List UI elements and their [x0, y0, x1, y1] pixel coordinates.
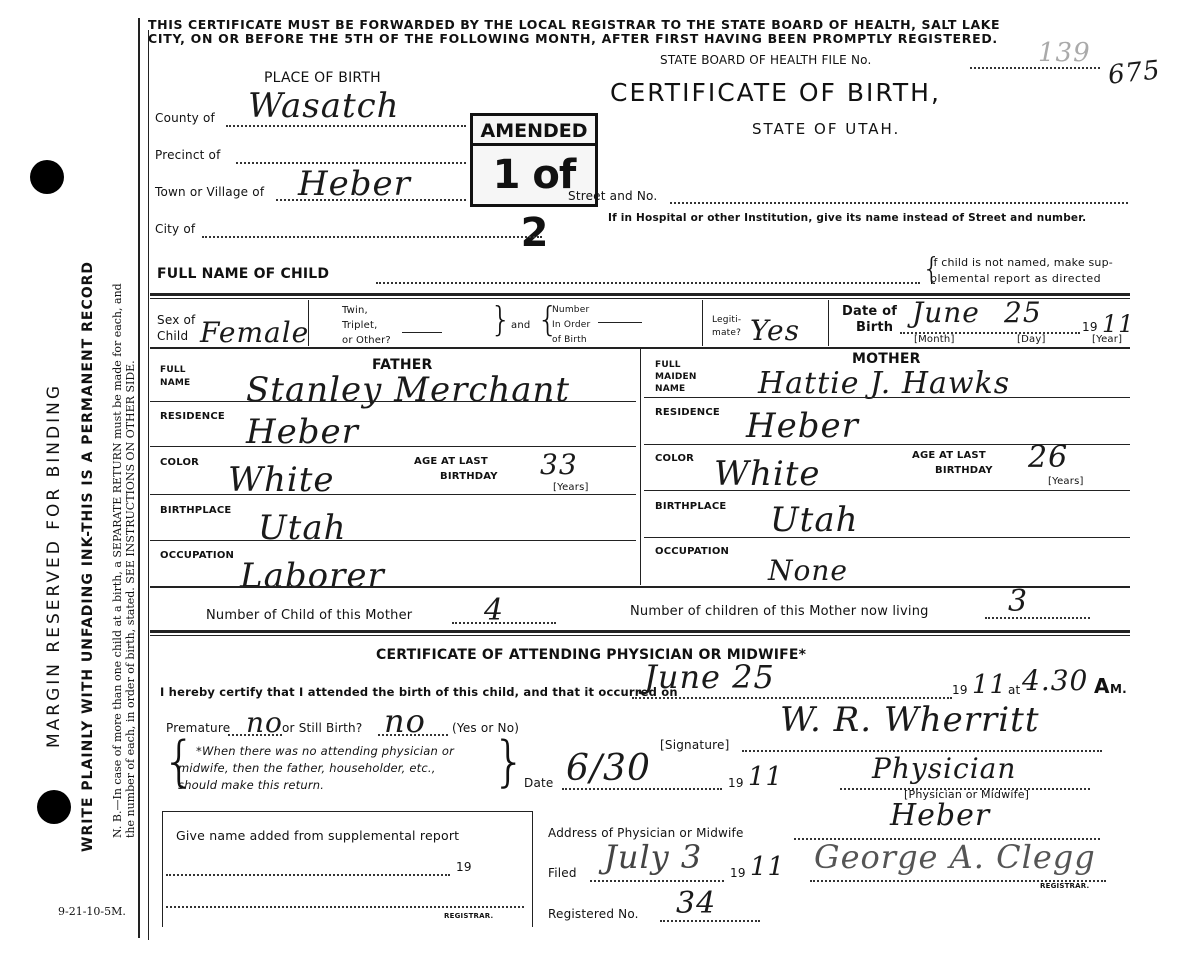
binding-hole-top [30, 160, 64, 194]
number-brace: { [537, 300, 559, 340]
mother-years-caption: [Years] [1048, 476, 1084, 487]
living-line [985, 617, 1090, 619]
legit-label2: mate? [712, 328, 742, 338]
registrar-caption: REGISTRAR. [1040, 882, 1090, 890]
mother-name-label1: FULL [655, 360, 681, 370]
county-value: Wasatch [248, 86, 400, 126]
filed-year-suffix: 11 [750, 852, 786, 882]
rule-mother-color [644, 490, 1130, 491]
supp-registrar-line [166, 906, 524, 908]
number-dash [598, 322, 642, 323]
margin-nb-line1: N. B.—In case of more than one child at a birth, a SEPARATE RETURN must be made for each, and [111, 283, 124, 838]
certify-am: A [1094, 674, 1110, 698]
parents-divider [640, 349, 641, 585]
sign-year-prefix: 19 [728, 776, 744, 790]
street-line [670, 202, 1128, 204]
margin-ink-note: WRITE PLAINLY WITH UNFADING INK-THIS IS A PERMANENT RECORD [80, 260, 96, 852]
certificate-title: CERTIFICATE OF BIRTH, [610, 78, 941, 107]
twin-brace: } [490, 300, 512, 340]
address-label: Address of Physician or Midwife [548, 826, 744, 840]
rule-mother-name [644, 397, 1130, 398]
sex-value: Female [200, 316, 310, 349]
twin-label3: or Other? [342, 335, 391, 346]
father-name-label1: FULL [160, 365, 186, 375]
certify-at-label: at [1008, 683, 1021, 697]
supp-line [166, 874, 450, 876]
notice-line1: THIS CERTIFICATE MUST BE FORWARDED BY THE LOCAL REGISTRAR TO THE STATE BOARD OF HEALTH, SALT LAKE [148, 17, 1001, 32]
mother-occupation-value: None [768, 554, 848, 587]
mother-name-value: Hattie J. Hawks [758, 366, 1011, 401]
rule-physician-top [150, 630, 1130, 633]
twin-label2: Triplet, [342, 320, 378, 331]
dob-day-caption: [Day] [1017, 334, 1046, 345]
filed-year-prefix: 19 [730, 866, 746, 880]
note-brace-right: } [492, 730, 527, 793]
dob-month: June [912, 296, 980, 329]
sex-label1: Sex of [157, 313, 196, 327]
margin-rule-inner [148, 30, 149, 940]
rule-top-table [150, 293, 1130, 296]
margin-binding-note: MARGIN RESERVED FOR BINDING [44, 382, 64, 748]
mother-age-label2: BIRTHDAY [935, 465, 993, 476]
father-residence-label: RESIDENCE [160, 411, 225, 422]
sign-year-suffix: 11 [748, 762, 784, 792]
mother-residence-value: Heber [746, 406, 859, 446]
mother-name-label3: NAME [655, 384, 686, 394]
sign-date-value: 6/30 [566, 748, 651, 789]
rule-parents-bottom [150, 586, 1130, 588]
child-name-line [376, 282, 920, 284]
rule-physician-top2 [150, 635, 1130, 636]
father-color-label: COLOR [160, 457, 200, 468]
margin-nb-line2: the number of each, in order of birth, stated. SEE INSTRUCTIONS ON OTHER SIDE. [124, 360, 137, 838]
stillbirth-value: no [384, 702, 426, 740]
mother-birthplace-value: Utah [770, 500, 859, 540]
filed-line [590, 880, 724, 882]
street-label: Street and No. [568, 189, 658, 203]
amended-stamp-label: AMENDED [473, 116, 595, 146]
father-age-label2: BIRTHDAY [440, 471, 498, 482]
twin-label1: Twin, [342, 305, 368, 316]
living-value: 3 [1008, 584, 1029, 619]
corner-number: 675 [1106, 55, 1163, 91]
town-value: Heber [298, 164, 411, 204]
dob-year-suffix: 11 [1102, 310, 1135, 338]
number-label3: of Birth [552, 335, 587, 345]
dob-year-prefix: 19 [1082, 320, 1098, 334]
unnamed-note2: plemental report as directed [930, 272, 1102, 285]
rule-address-top [162, 811, 532, 812]
stillbirth-label: or Still Birth? [282, 721, 363, 735]
rule-father-res [150, 446, 636, 447]
father-age-label1: AGE AT LAST [414, 456, 488, 467]
supp-year-prefix: 19 [456, 860, 472, 874]
sign-date-label: Date [524, 776, 554, 790]
father-heading: FATHER [372, 357, 433, 373]
legit-label1: Legiti- [712, 315, 742, 325]
twin-dash [402, 332, 442, 333]
supp-box-left [162, 811, 163, 927]
physician-title-caption: [Physician or Midwife] [904, 788, 1030, 801]
father-name-label2: NAME [160, 378, 191, 388]
father-birthplace-label: BIRTHPLACE [160, 505, 232, 516]
certify-year-suffix: 11 [972, 670, 1008, 700]
form-code: 9-21-10-5M. [58, 905, 126, 918]
signature-label: [Signature] [660, 738, 730, 752]
registrar-value: George A. Clegg [814, 838, 1096, 876]
father-color-value: White [228, 460, 335, 500]
place-of-birth-heading: PLACE OF BIRTH [264, 70, 381, 86]
note-line3: should make this return. [178, 778, 325, 792]
hospital-note: If in Hospital or other Institution, give its name instead of Street and number. [608, 212, 1087, 224]
child-number-label: Number of Child of this Mother [206, 608, 413, 623]
dob-year-caption: [Year] [1092, 334, 1123, 345]
file-no-label: STATE BOARD OF HEALTH FILE No. [660, 53, 872, 67]
dob-label1: Date of [842, 304, 898, 319]
rule-top-table2 [150, 298, 1130, 299]
premature-value: no [246, 706, 283, 739]
file-no-value: 139 [1038, 38, 1091, 68]
signature-value: W. R. Wherritt [780, 700, 1040, 740]
note-brace-left: { [162, 730, 197, 793]
mother-birthplace-label: BIRTHPLACE [655, 501, 727, 512]
county-label: County of [155, 111, 215, 125]
certify-time-value: 4.30 [1022, 664, 1089, 697]
registered-label: Registered No. [548, 907, 639, 921]
certify-year-prefix: 19 [952, 683, 968, 697]
father-age-value: 33 [540, 448, 578, 481]
father-birthplace-value: Utah [258, 508, 347, 548]
notice-line2: CITY, ON OR BEFORE THE 5TH OF THE FOLLOWING MONTH, AFTER FIRST HAVING BEEN PROMPTLY REGISTERED. [148, 31, 998, 46]
child-number-value: 4 [484, 593, 505, 628]
margin-rule [138, 18, 140, 938]
physician-heading: CERTIFICATE OF ATTENDING PHYSICIAN OR MIDWIFE* [376, 647, 807, 663]
number-label2: In Order [552, 320, 591, 330]
legit-value: Yes [750, 314, 800, 347]
note-line1: *When there was no attending physician or [196, 744, 455, 758]
father-years-caption: [Years] [553, 482, 589, 493]
rule-father-color [150, 494, 636, 495]
filed-label: Filed [548, 866, 577, 880]
sex-label2: Child [157, 329, 189, 343]
supp-registrar-caption: REGISTRAR. [444, 912, 494, 920]
certify-m: M. [1110, 682, 1127, 696]
rule-father-name [150, 401, 636, 402]
city-line [202, 236, 542, 238]
mother-age-label1: AGE AT LAST [912, 450, 986, 461]
precinct-label: Precinct of [155, 148, 221, 162]
certify-date-value: June 25 [644, 658, 775, 696]
premature-label: Premature [166, 721, 231, 735]
mother-residence-label: RESIDENCE [655, 407, 720, 418]
mother-occupation-label: OCCUPATION [655, 546, 730, 557]
certify-date-line [632, 697, 952, 699]
note-line2: midwife, then the father, householder, etc., [178, 761, 436, 775]
living-label: Number of children of this Mother now living [630, 604, 929, 619]
mother-color-value: White [714, 454, 821, 494]
dob-month-caption: [Month] [914, 334, 955, 345]
mother-heading: MOTHER [852, 351, 921, 367]
address-value: Heber [890, 798, 991, 833]
unnamed-brace: { [922, 252, 942, 287]
binding-hole-bottom [37, 790, 71, 824]
town-label: Town or Village of [155, 185, 265, 199]
supp-box-right [532, 811, 533, 927]
and-label: and [511, 320, 531, 331]
mother-name-label2: MAIDEN [655, 372, 697, 382]
mother-color-label: COLOR [655, 453, 695, 464]
certify-text: I hereby certify that I attended the birth of this child, and that it occurred on [160, 685, 678, 699]
dob-day: 25 [1004, 296, 1042, 329]
mother-age-value: 26 [1028, 440, 1069, 475]
father-residence-value: Heber [246, 412, 359, 452]
physician-title-value: Physician [872, 752, 1017, 785]
number-label1: Number [552, 305, 590, 315]
city-label: City of [155, 222, 196, 236]
amended-stamp-page: 1 of 2 [492, 152, 576, 256]
supp-heading: Give name added from supplemental report [176, 828, 460, 843]
filed-value: July 3 [604, 838, 703, 876]
child-name-label: FULL NAME OF CHILD [157, 266, 330, 282]
dob-label2: Birth [856, 320, 894, 335]
rule-father-bp [150, 540, 636, 541]
certificate-subtitle: STATE OF UTAH. [752, 120, 901, 138]
yes-no-label: (Yes or No) [452, 721, 520, 735]
dob-divider [828, 300, 829, 346]
father-occupation-label: OCCUPATION [160, 550, 235, 561]
unnamed-note1: If child is not named, make sup- [930, 256, 1113, 269]
rule-mother-bp [644, 537, 1130, 538]
registered-value: 34 [676, 886, 717, 921]
sex-divider [308, 300, 309, 346]
father-name-value: Stanley Merchant [246, 370, 571, 410]
legit-divider [702, 300, 703, 346]
father-occupation-value: Laborer [240, 556, 385, 596]
